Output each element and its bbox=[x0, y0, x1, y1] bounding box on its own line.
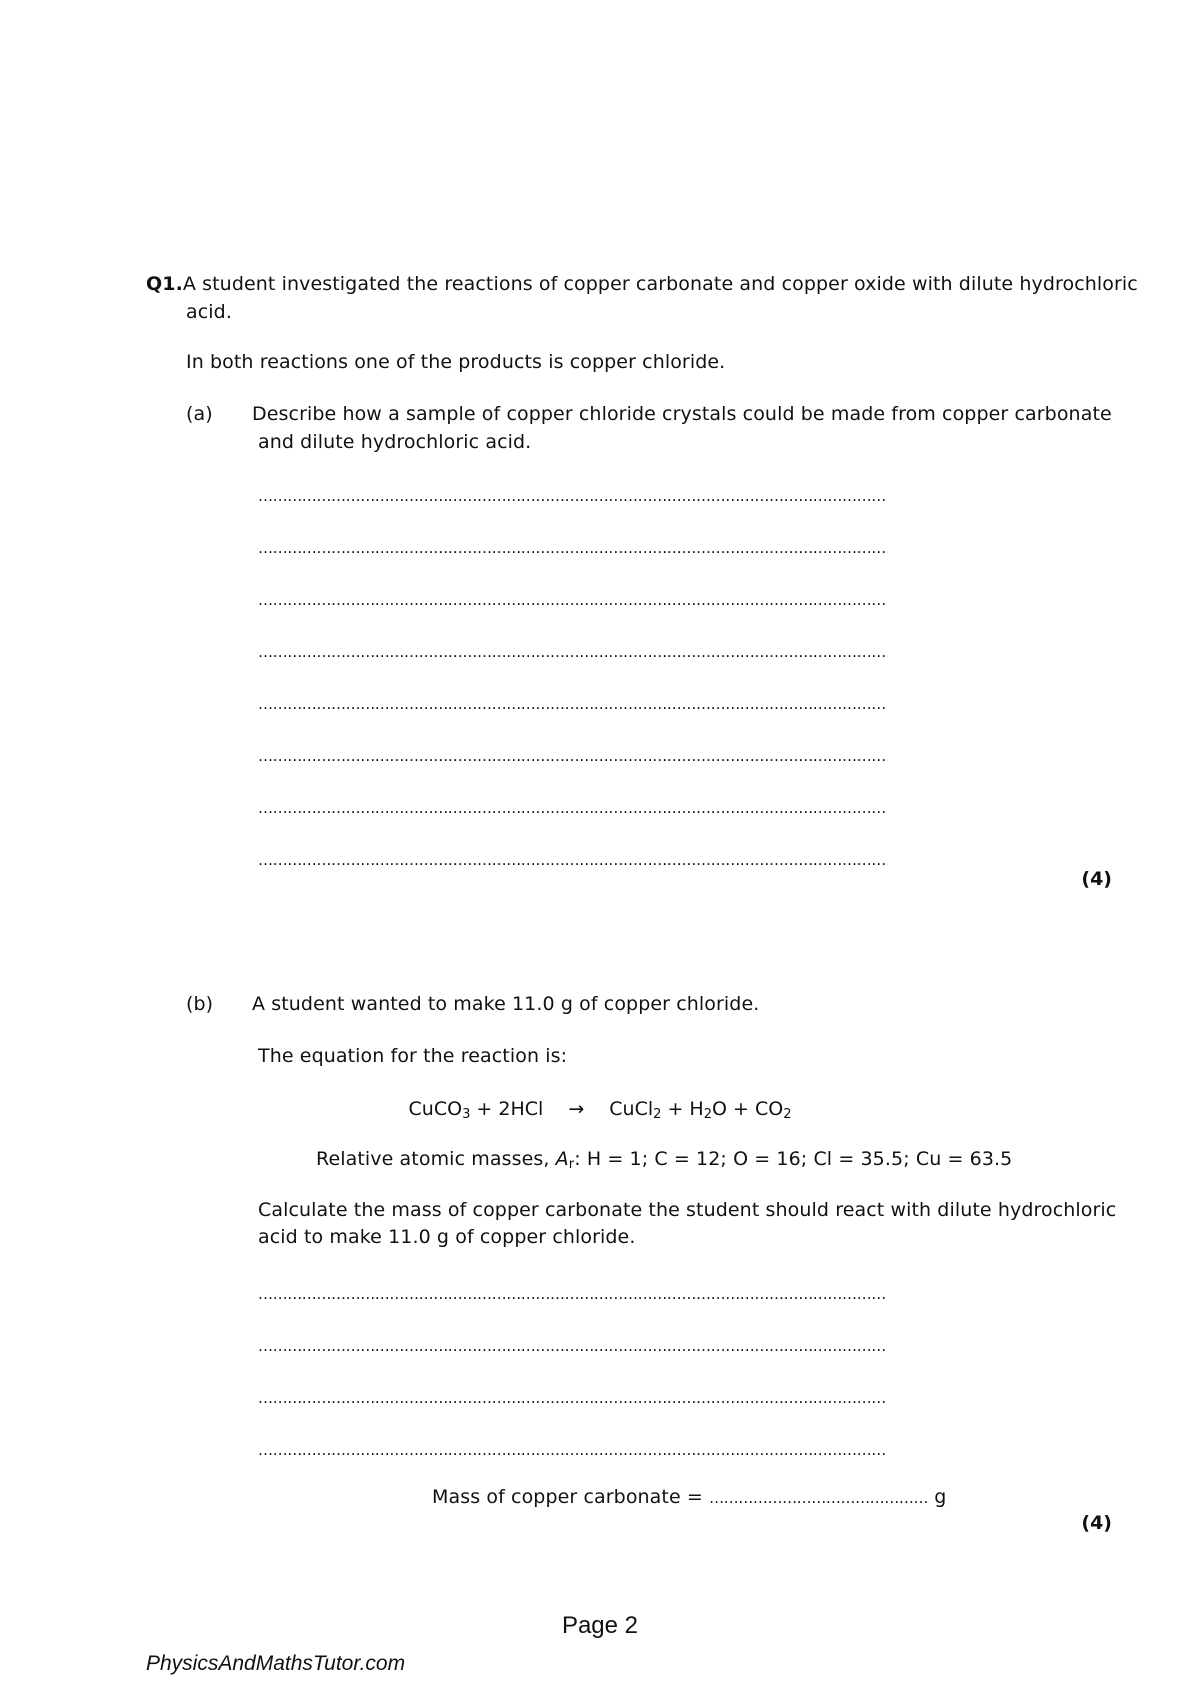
masses-symbol: A bbox=[555, 1148, 569, 1170]
masses-symbol-subscript: r bbox=[568, 1157, 575, 1172]
equation-product3: O + CO bbox=[712, 1098, 784, 1120]
equation-reactant2: + 2HCl bbox=[476, 1098, 544, 1120]
masses-prefix: Relative atomic masses, bbox=[316, 1148, 556, 1170]
equation-subscript: 2 bbox=[703, 1107, 712, 1122]
part-a-prompt-line2: and dilute hydrochloric acid. bbox=[258, 431, 532, 453]
answer-line[interactable]: ………………………………………………………………………………………………………………… bbox=[258, 644, 886, 660]
mass-result-line bbox=[432, 1485, 946, 1510]
masses-values: : H = 1; C = 12; O = 16; Cl = 35.5; Cu = 63.5 bbox=[574, 1148, 1013, 1170]
question-intro-line2: acid. bbox=[186, 301, 232, 323]
question-intro-line1 bbox=[146, 272, 1138, 296]
part-b-label: (b) bbox=[186, 993, 214, 1015]
equation-subscript: 3 bbox=[462, 1107, 471, 1122]
question-number: Q1. bbox=[146, 273, 183, 295]
mass-unit: g bbox=[928, 1486, 947, 1508]
answer-line[interactable]: ………………………………………………………………………………………………………………… bbox=[258, 748, 886, 764]
equation-product2: + H bbox=[667, 1098, 704, 1120]
answer-line[interactable]: ………………………………………………………………………………………………………………… bbox=[258, 488, 886, 504]
mass-result-label: Mass of copper carbonate = bbox=[432, 1486, 710, 1508]
answer-line[interactable]: ………………………………………………………………………………………………………………… bbox=[258, 1390, 886, 1406]
site-watermark: PhysicsAndMathsTutor.com bbox=[146, 1652, 406, 1675]
equation-reactant1: CuCO bbox=[408, 1098, 463, 1120]
answer-line[interactable]: ………………………………………………………………………………………………………………… bbox=[258, 1338, 886, 1354]
question-context: In both reactions one of the products is copper chloride. bbox=[186, 351, 726, 373]
relative-atomic-masses bbox=[316, 1147, 1012, 1171]
answer-line[interactable]: ………………………………………………………………………………………………………………… bbox=[258, 1442, 886, 1458]
answer-line[interactable]: ………………………………………………………………………………………………………………… bbox=[258, 540, 886, 556]
mass-answer-blank[interactable]: ……………………………………… bbox=[709, 1489, 929, 1507]
calc-prompt-line1: Calculate the mass of copper carbonate the student should react with dilute hydrochloric bbox=[258, 1199, 1117, 1221]
equation-subscript: 2 bbox=[783, 1107, 792, 1122]
part-a-label: (a) bbox=[186, 403, 213, 425]
question-intro-text: A student investigated the reactions of copper carbonate and copper oxide with dilute hydrochloric bbox=[182, 273, 1138, 295]
part-b-prompt: A student wanted to make 11.0 g of copper chloride. bbox=[252, 993, 760, 1015]
reaction-arrow-icon: → bbox=[568, 1098, 585, 1120]
answer-line[interactable]: ………………………………………………………………………………………………………………… bbox=[258, 592, 886, 608]
equation-subscript: 2 bbox=[653, 1107, 662, 1122]
part-b-marks: (4) bbox=[1081, 1512, 1112, 1534]
answer-line[interactable]: ………………………………………………………………………………………………………………… bbox=[258, 1286, 886, 1302]
answer-line[interactable]: ………………………………………………………………………………………………………………… bbox=[258, 696, 886, 712]
answer-line[interactable]: ………………………………………………………………………………………………………………… bbox=[258, 800, 886, 816]
part-a-prompt-line1: Describe how a sample of copper chloride crystals could be made from copper carbonate bbox=[252, 403, 1112, 425]
equation-product1: CuCl bbox=[609, 1098, 654, 1120]
calc-prompt-line2: acid to make 11.0 g of copper chloride. bbox=[258, 1226, 636, 1248]
part-a-marks: (4) bbox=[1081, 868, 1112, 890]
chemical-equation bbox=[0, 1098, 1200, 1120]
answer-line[interactable]: ………………………………………………………………………………………………………………… bbox=[258, 852, 886, 868]
page-number: Page 2 bbox=[561, 1612, 639, 1639]
equation-intro: The equation for the reaction is: bbox=[258, 1045, 568, 1067]
